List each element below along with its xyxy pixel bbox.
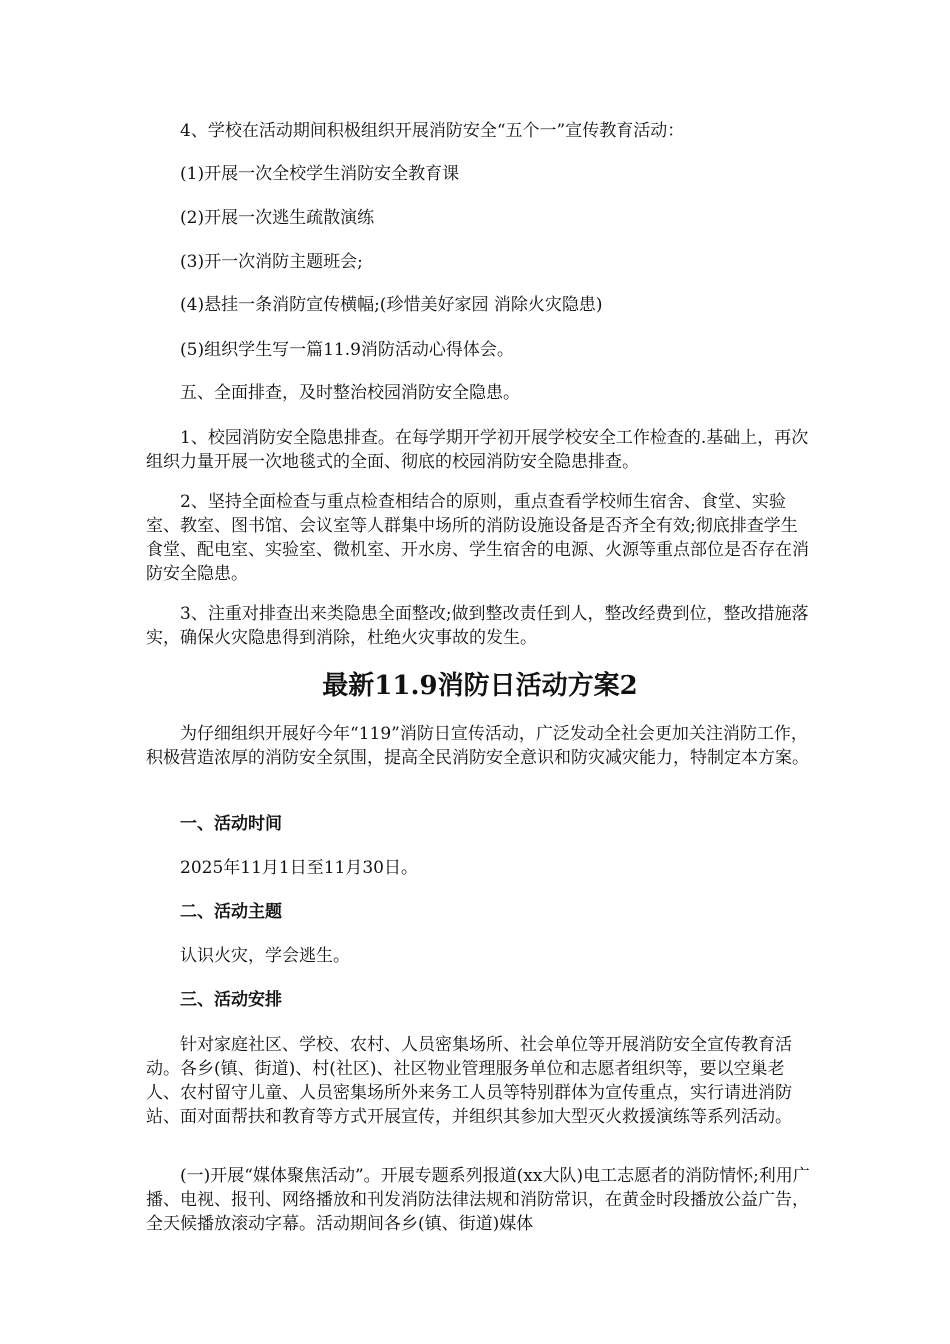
paragraph-inspection-3: 3、注重对排查出来类隐患全面整改;做到整改责任到人，整改经费到位，整改措施落实，确保火灾隐患得到消除，杜绝火灾事故的发生。 — [146, 604, 809, 648]
paragraph-inspection-1: 1、校园消防安全隐患排查。在每学期开学初开展学校安全工作检查的.基础上，再次组织力量开展一次地毯式的全面、彻底的校园消防安全隐患排查。 — [146, 428, 809, 472]
document-title: 最新11.9消防日活动方案2 — [322, 671, 638, 701]
activity-time-text: 2025年11月1日至11月30日。 — [180, 858, 418, 878]
media-paragraph: (一)开展“媒体聚焦活动”。开展专题系列报道(xx大队)电工志愿者的消防情怀;利用广播、电视、报刊、网络播放和刊发消防法律法规和消防常识，在黄金时段播放公益广告，全天候播放滚动字幕。活动期间各乡(镇、街道)媒体 — [146, 1166, 810, 1234]
activity-theme-text: 认识火灾，学会逃生。 — [180, 946, 350, 966]
heading-activity-theme: 二、活动主题 — [180, 902, 282, 922]
paragraph-activity-five: 4、学校在活动期间积极组织开展消防安全“五个一”宣传教育活动： — [180, 121, 685, 141]
intro-paragraph: 为仔细组织开展好今年“119”消防日宣传活动，广泛发动全社会更加关注消防工作，积极营造浓厚的消防安全氛围，提高全民消防安全意识和防灾减灾能力，特制定本方案。 — [146, 724, 809, 768]
paragraph-item-5: (5)组织学生写一篇11.9消防活动心得体会。 — [180, 340, 514, 360]
paragraph-item-2: (2)开展一次逃生疏散演练 — [180, 208, 375, 228]
paragraph-item-1: (1)开展一次全校学生消防安全教育课 — [180, 164, 460, 184]
paragraph-item-4: (4)悬挂一条消防宣传横幅;(珍惜美好家园 消除火灾隐患) — [180, 295, 603, 315]
arrangement-paragraph: 针对家庭社区、学校、农村、人员密集场所、社会单位等开展消防安全宣传教育活动。各乡(镇、街道)、村(社区)、社区物业管理服务单位和志愿者组织等，要以空巢老人、农村留守儿童、人员密集场所外来务工人员等特别群体为宣传重点，实行请进消防站、面对面帮扶和教育等方式开展宣传，并组织其参加大型灭火救援演练等系列活动。 — [146, 1035, 792, 1127]
paragraph-inspection-2: 2、坚持全面检查与重点检查相结合的原则，重点查看学校师生宿舍、食堂、实验室、教室、图书馆、会议室等人群集中场所的消防设施设备是否齐全有效;彻底排查学生食堂、配电室、实验室、微机室、开水房、学生宿舍的电源、火源等重点部位是否存在消防安全隐患。 — [146, 492, 809, 584]
paragraph-item-3: (3)开一次消防主题班会; — [180, 252, 363, 272]
heading-activity-time: 一、活动时间 — [180, 814, 282, 834]
section-five-heading: 五、全面排查，及时整治校园消防安全隐患。 — [180, 383, 520, 403]
heading-activity-arrangement: 三、活动安排 — [180, 990, 282, 1010]
